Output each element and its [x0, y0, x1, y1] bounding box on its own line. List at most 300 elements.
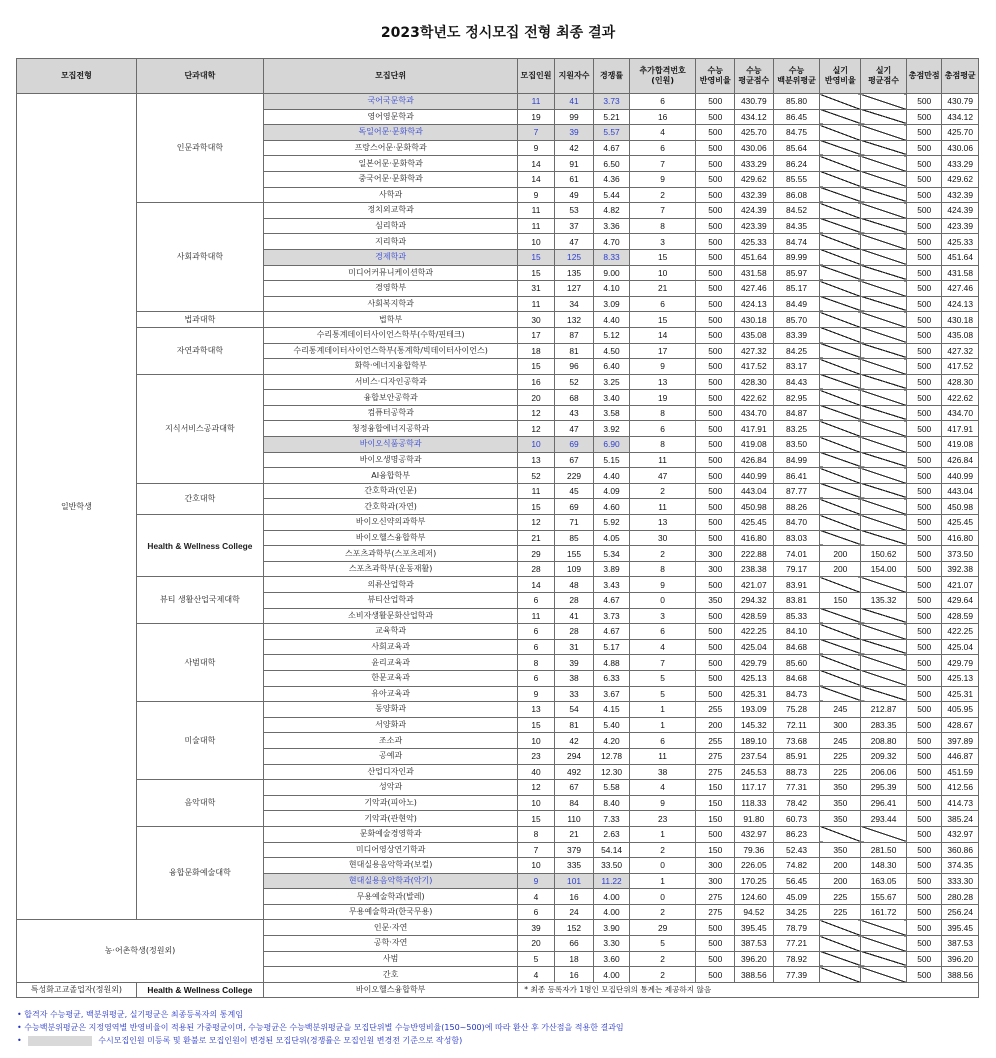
suneung-ratio: 500 [696, 452, 735, 468]
footnote-1: • 합격자 수능평균, 백분위평균, 실기평균은 최종등록자의 통계임 [17, 1010, 243, 1019]
footnotes [17, 1008, 987, 1047]
total-max: 500 [906, 468, 941, 484]
total-avg: 416.80 [942, 530, 979, 546]
table-row [17, 483, 979, 499]
unit-name: 무용예술학과(한국무용) [263, 904, 517, 920]
suneung-percentile: 77.21 [773, 936, 820, 952]
quota: 14 [518, 577, 554, 593]
unit-name: 뷰티산업학과 [263, 593, 517, 609]
unit-name: 국어국문학과 [263, 94, 517, 110]
college-name: 자연과학대학 [136, 327, 263, 374]
extra-admissions: 10 [629, 265, 696, 281]
extra-admissions: 29 [629, 920, 696, 936]
suneung-ratio: 300 [696, 873, 735, 889]
total-max: 500 [906, 109, 941, 125]
practical-ratio-na [820, 109, 861, 125]
suneung-percentile: 83.50 [773, 437, 820, 453]
practical-avg-na [861, 234, 907, 250]
total-avg: 360.86 [942, 842, 979, 858]
quota: 18 [518, 343, 554, 359]
applicants: 21 [554, 826, 594, 842]
extra-admissions: 7 [629, 156, 696, 172]
total-avg: 424.39 [942, 203, 979, 219]
total-max: 500 [906, 624, 941, 640]
total-max: 500 [906, 343, 941, 359]
college-name: 음악대학 [136, 780, 263, 827]
quota: 5 [518, 951, 554, 967]
total-avg: 426.84 [942, 452, 979, 468]
practical-ratio-na [820, 140, 861, 156]
unit-name: 사회교육과 [263, 639, 517, 655]
suneung-avg: 422.25 [735, 624, 774, 640]
competition-rate: 3.73 [594, 94, 629, 110]
applicants: 110 [554, 811, 594, 827]
practical-ratio: 350 [820, 780, 861, 796]
competition-rate: 3.73 [594, 608, 629, 624]
suneung-avg: 432.97 [735, 826, 774, 842]
suneung-percentile: 83.81 [773, 593, 820, 609]
suneung-ratio: 500 [696, 686, 735, 702]
extra-admissions: 6 [629, 421, 696, 437]
practical-ratio-na [820, 655, 861, 671]
total-max: 500 [906, 530, 941, 546]
total-max: 500 [906, 249, 941, 265]
competition-rate: 4.05 [594, 530, 629, 546]
competition-rate: 4.50 [594, 343, 629, 359]
unit-name: 정치외교학과 [263, 203, 517, 219]
total-max: 500 [906, 421, 941, 437]
quota: 10 [518, 795, 554, 811]
applicants: 294 [554, 748, 594, 764]
competition-rate: 8.40 [594, 795, 629, 811]
total-avg: 280.28 [942, 889, 979, 905]
unit-name: 독일어문·문화학과 [263, 125, 517, 141]
suneung-percentile: 34.25 [773, 904, 820, 920]
total-max: 500 [906, 327, 941, 343]
suneung-ratio: 500 [696, 670, 735, 686]
total-avg: 256.24 [942, 904, 979, 920]
suneung-ratio: 500 [696, 265, 735, 281]
suneung-avg: 79.36 [735, 842, 774, 858]
table-row [17, 327, 979, 343]
extra-admissions: 4 [629, 639, 696, 655]
practical-avg-na [861, 515, 907, 531]
unit-name: 교육학과 [263, 624, 517, 640]
total-avg: 429.62 [942, 171, 979, 187]
applicants: 31 [554, 639, 594, 655]
suneung-avg: 430.06 [735, 140, 774, 156]
quota: 9 [518, 140, 554, 156]
suneung-percentile: 74.01 [773, 546, 820, 562]
competition-rate: 5.15 [594, 452, 629, 468]
competition-rate: 9.00 [594, 265, 629, 281]
extra-admissions: 9 [629, 577, 696, 593]
suneung-percentile: 84.10 [773, 624, 820, 640]
suneung-percentile: 89.99 [773, 249, 820, 265]
unit-name: 지리학과 [263, 234, 517, 250]
total-avg: 422.62 [942, 390, 979, 406]
competition-rate: 4.10 [594, 281, 629, 297]
competition-rate: 4.70 [594, 234, 629, 250]
applicants: 54 [554, 702, 594, 718]
quota: 52 [518, 468, 554, 484]
practical-ratio-na [820, 234, 861, 250]
unit-name: 바이오헬스융합학부 [263, 982, 517, 998]
suneung-avg: 416.80 [735, 530, 774, 546]
suneung-avg: 424.39 [735, 203, 774, 219]
suneung-avg: 421.07 [735, 577, 774, 593]
total-max: 500 [906, 717, 941, 733]
extra-admissions: 14 [629, 327, 696, 343]
suneung-percentile: 77.31 [773, 780, 820, 796]
suneung-percentile: 85.64 [773, 140, 820, 156]
unit-name: 간호 [263, 967, 517, 983]
suneung-ratio: 500 [696, 920, 735, 936]
no-stats-note: * 최종 등록자가 1명인 모집단위의 통계는 제공하지 않음 [518, 982, 979, 998]
practical-avg-na [861, 94, 907, 110]
total-avg: 425.04 [942, 639, 979, 655]
applicants: 99 [554, 109, 594, 125]
total-max: 500 [906, 873, 941, 889]
applicants: 109 [554, 561, 594, 577]
suneung-percentile: 86.24 [773, 156, 820, 172]
practical-ratio-na [820, 499, 861, 515]
practical-avg: 163.05 [861, 873, 907, 889]
unit-name: 공학·자연 [263, 936, 517, 952]
applicants: 66 [554, 936, 594, 952]
suneung-avg: 425.70 [735, 125, 774, 141]
suneung-avg: 117.17 [735, 780, 774, 796]
extra-admissions: 2 [629, 187, 696, 203]
extra-admissions: 2 [629, 951, 696, 967]
applicants: 68 [554, 390, 594, 406]
suneung-percentile: 75.28 [773, 702, 820, 718]
total-avg: 435.08 [942, 327, 979, 343]
total-avg: 430.79 [942, 94, 979, 110]
suneung-ratio: 300 [696, 858, 735, 874]
competition-rate: 5.12 [594, 327, 629, 343]
suneung-ratio: 300 [696, 561, 735, 577]
quota: 17 [518, 327, 554, 343]
suneung-avg: 387.53 [735, 936, 774, 952]
total-avg: 412.56 [942, 780, 979, 796]
suneung-avg: 425.13 [735, 670, 774, 686]
suneung-avg: 238.38 [735, 561, 774, 577]
competition-rate: 3.90 [594, 920, 629, 936]
total-max: 500 [906, 281, 941, 297]
quota: 10 [518, 234, 554, 250]
unit-name: 컴퓨터공학과 [263, 405, 517, 421]
header-cell: 실기 평균점수 [861, 59, 907, 94]
practical-avg-na [861, 187, 907, 203]
suneung-percentile: 85.17 [773, 281, 820, 297]
competition-rate: 7.33 [594, 811, 629, 827]
practical-avg-na [861, 140, 907, 156]
practical-avg-na [861, 390, 907, 406]
suneung-ratio: 500 [696, 936, 735, 952]
header-cell: 추가합격번호 (인원) [629, 59, 696, 94]
practical-ratio-na [820, 187, 861, 203]
suneung-ratio: 500 [696, 624, 735, 640]
practical-avg-na [861, 670, 907, 686]
practical-avg-na [861, 686, 907, 702]
extra-admissions: 2 [629, 967, 696, 983]
practical-ratio-na [820, 936, 861, 952]
unit-name: 동양화과 [263, 702, 517, 718]
competition-rate: 5.40 [594, 717, 629, 733]
quota: 6 [518, 593, 554, 609]
applicants: 47 [554, 421, 594, 437]
table-row [17, 312, 979, 328]
suneung-ratio: 275 [696, 748, 735, 764]
total-avg: 396.20 [942, 951, 979, 967]
competition-rate: 5.21 [594, 109, 629, 125]
quota: 10 [518, 437, 554, 453]
competition-rate: 3.09 [594, 296, 629, 312]
suneung-percentile: 45.09 [773, 889, 820, 905]
suneung-avg: 428.59 [735, 608, 774, 624]
competition-rate: 11.22 [594, 873, 629, 889]
suneung-avg: 426.84 [735, 452, 774, 468]
unit-name: 미디어커뮤니케이션학과 [263, 265, 517, 281]
suneung-avg: 388.56 [735, 967, 774, 983]
unit-name: 바이오헬스융합학부 [263, 530, 517, 546]
competition-rate: 5.58 [594, 780, 629, 796]
table-row [17, 515, 979, 531]
competition-rate: 3.25 [594, 374, 629, 390]
total-avg: 430.18 [942, 312, 979, 328]
header-cell: 실기 반영비율 [820, 59, 861, 94]
suneung-percentile: 84.68 [773, 670, 820, 686]
header-cell: 경쟁률 [594, 59, 629, 94]
suneung-ratio: 255 [696, 702, 735, 718]
suneung-percentile: 88.26 [773, 499, 820, 515]
extra-admissions: 6 [629, 733, 696, 749]
practical-ratio-na [820, 670, 861, 686]
practical-ratio: 350 [820, 842, 861, 858]
applicants: 125 [554, 249, 594, 265]
unit-name: 무용예술학과(발레) [263, 889, 517, 905]
unit-name: 법학부 [263, 312, 517, 328]
applicants: 335 [554, 858, 594, 874]
competition-rate: 3.60 [594, 951, 629, 967]
competition-rate: 3.43 [594, 577, 629, 593]
total-avg: 421.07 [942, 577, 979, 593]
extra-admissions: 2 [629, 904, 696, 920]
suneung-percentile: 83.91 [773, 577, 820, 593]
suneung-avg: 427.32 [735, 343, 774, 359]
quota: 4 [518, 889, 554, 905]
extra-admissions: 11 [629, 748, 696, 764]
suneung-percentile: 88.73 [773, 764, 820, 780]
extra-admissions: 0 [629, 858, 696, 874]
practical-avg-na [861, 327, 907, 343]
total-avg: 443.04 [942, 483, 979, 499]
competition-rate: 3.30 [594, 936, 629, 952]
total-max: 500 [906, 811, 941, 827]
practical-avg-na [861, 405, 907, 421]
suneung-ratio: 500 [696, 312, 735, 328]
practical-avg-na [861, 655, 907, 671]
suneung-ratio: 500 [696, 249, 735, 265]
total-max: 500 [906, 842, 941, 858]
total-avg: 385.24 [942, 811, 979, 827]
suneung-ratio: 500 [696, 639, 735, 655]
college-name: 미술대학 [136, 702, 263, 780]
unit-name: 인문·자연 [263, 920, 517, 936]
practical-ratio-na [820, 125, 861, 141]
competition-rate: 5.44 [594, 187, 629, 203]
header-cell: 수능 평균점수 [735, 59, 774, 94]
quota: 20 [518, 390, 554, 406]
quota: 11 [518, 296, 554, 312]
unit-name: 의류산업학과 [263, 577, 517, 593]
admission-type: 농·어촌학생(정원외) [17, 920, 264, 982]
suneung-avg: 427.46 [735, 281, 774, 297]
header-cell: 수능 반영비율 [696, 59, 735, 94]
quota: 31 [518, 281, 554, 297]
total-max: 500 [906, 639, 941, 655]
suneung-ratio: 255 [696, 733, 735, 749]
suneung-avg: 94.52 [735, 904, 774, 920]
practical-ratio-na [820, 686, 861, 702]
extra-admissions: 9 [629, 359, 696, 375]
unit-name: 기악과(관현악) [263, 811, 517, 827]
suneung-ratio: 500 [696, 359, 735, 375]
quota: 9 [518, 686, 554, 702]
suneung-ratio: 275 [696, 904, 735, 920]
quota: 7 [518, 125, 554, 141]
suneung-avg: 124.60 [735, 889, 774, 905]
total-avg: 419.08 [942, 437, 979, 453]
total-max: 500 [906, 203, 941, 219]
competition-rate: 4.67 [594, 140, 629, 156]
practical-avg-na [861, 624, 907, 640]
competition-rate: 4.15 [594, 702, 629, 718]
suneung-percentile: 85.80 [773, 94, 820, 110]
applicants: 37 [554, 218, 594, 234]
extra-admissions: 3 [629, 608, 696, 624]
total-avg: 425.31 [942, 686, 979, 702]
quota: 19 [518, 109, 554, 125]
suneung-avg: 429.62 [735, 171, 774, 187]
extra-admissions: 6 [629, 624, 696, 640]
extra-admissions: 8 [629, 218, 696, 234]
table-row [17, 780, 979, 796]
header-cell: 모집인원 [518, 59, 554, 94]
header-cell: 지원자수 [554, 59, 594, 94]
total-avg: 423.39 [942, 218, 979, 234]
practical-avg-na [861, 608, 907, 624]
practical-ratio: 350 [820, 811, 861, 827]
extra-admissions: 7 [629, 203, 696, 219]
practical-avg: 161.72 [861, 904, 907, 920]
total-avg: 434.70 [942, 405, 979, 421]
suneung-ratio: 350 [696, 593, 735, 609]
quota: 30 [518, 312, 554, 328]
practical-ratio-na [820, 218, 861, 234]
practical-avg-na [861, 359, 907, 375]
applicants: 39 [554, 125, 594, 141]
admission-type: 특성화고교졸업자(정원외) [17, 982, 137, 998]
suneung-avg: 424.13 [735, 296, 774, 312]
total-max: 500 [906, 904, 941, 920]
extra-admissions: 5 [629, 686, 696, 702]
extra-admissions: 19 [629, 390, 696, 406]
footnote-3: • 수시모집인원 미등록 및 환불로 모집인원이 변경된 모집단위(경쟁률은 모집인원 변경전 기준으로 작성함) [17, 1036, 463, 1045]
competition-rate: 4.00 [594, 967, 629, 983]
suneung-ratio: 150 [696, 811, 735, 827]
extra-admissions: 21 [629, 281, 696, 297]
unit-name: 성악과 [263, 780, 517, 796]
quota: 13 [518, 702, 554, 718]
practical-ratio-na [820, 452, 861, 468]
quota: 10 [518, 858, 554, 874]
suneung-avg: 451.64 [735, 249, 774, 265]
practical-avg: 154.00 [861, 561, 907, 577]
suneung-avg: 430.18 [735, 312, 774, 328]
total-avg: 451.59 [942, 764, 979, 780]
total-max: 500 [906, 858, 941, 874]
suneung-ratio: 500 [696, 608, 735, 624]
competition-rate: 33.50 [594, 858, 629, 874]
suneung-percentile: 73.68 [773, 733, 820, 749]
extra-admissions: 13 [629, 374, 696, 390]
applicants: 71 [554, 515, 594, 531]
applicants: 18 [554, 951, 594, 967]
total-max: 500 [906, 437, 941, 453]
total-max: 500 [906, 265, 941, 281]
total-avg: 440.99 [942, 468, 979, 484]
unit-name: 간호학과(인문) [263, 483, 517, 499]
practical-ratio-na [820, 281, 861, 297]
quota: 16 [518, 374, 554, 390]
college-name: 법과대학 [136, 312, 263, 328]
suneung-avg: 443.04 [735, 483, 774, 499]
suneung-percentile: 84.68 [773, 639, 820, 655]
quota: 6 [518, 670, 554, 686]
total-avg: 446.87 [942, 748, 979, 764]
unit-name: 바이오신약의과학부 [263, 515, 517, 531]
table-row [17, 826, 979, 842]
suneung-percentile: 56.45 [773, 873, 820, 889]
applicants: 69 [554, 437, 594, 453]
total-avg: 433.29 [942, 156, 979, 172]
suneung-percentile: 78.79 [773, 920, 820, 936]
applicants: 69 [554, 499, 594, 515]
table-body [17, 94, 979, 998]
unit-name: 현대실용음악학과(악기) [263, 873, 517, 889]
suneung-avg: 417.52 [735, 359, 774, 375]
competition-rate: 3.92 [594, 421, 629, 437]
suneung-avg: 189.10 [735, 733, 774, 749]
competition-rate: 4.40 [594, 312, 629, 328]
total-avg: 425.33 [942, 234, 979, 250]
extra-admissions: 47 [629, 468, 696, 484]
practical-ratio-na [820, 639, 861, 655]
quota: 15 [518, 265, 554, 281]
suneung-ratio: 500 [696, 374, 735, 390]
unit-name: 공예과 [263, 748, 517, 764]
practical-ratio: 200 [820, 873, 861, 889]
unit-name: 수리통계데이터사이언스학부(통계학/빅데이터사이언스) [263, 343, 517, 359]
header-cell: 모집단위 [263, 59, 517, 94]
practical-ratio: 245 [820, 733, 861, 749]
suneung-percentile: 84.52 [773, 203, 820, 219]
practical-avg-na [861, 639, 907, 655]
practical-avg-na [861, 421, 907, 437]
competition-rate: 3.36 [594, 218, 629, 234]
